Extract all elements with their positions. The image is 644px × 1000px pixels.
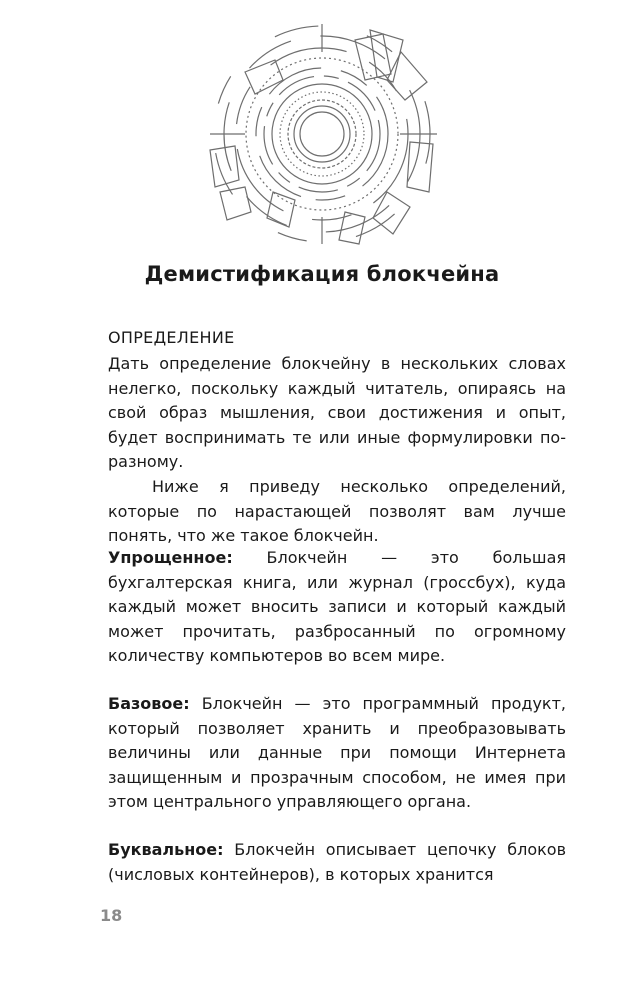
page-title: Демистификация блокчейна [144, 262, 500, 286]
intro-block [108, 352, 566, 549]
intro-paragraph: Дать определение блокчейну в нескольких словах нелегко, поскольку каждый читатель, опираясь на свой образ мышления, свои достижения и опыт, будет воспринимать те или иные формулировки по-разному. [108, 354, 566, 472]
intro-paragraph-2: Ниже я приведу несколько определений, которые по нарастающей позволят вам лучше понять, что же такое блокчейн. [108, 476, 566, 546]
definition-text: Блокчейн описывает цепочку блоков (числовых контейнеров), в которых хранится [108, 840, 566, 884]
definition-text: Блокчейн — это большая бухгалтерская книга, или журнал (гроссбух), куда каждый может вносить записи и который каждый может прочитать, разбросанный по огромному количеству компьютеров во всем мире. [108, 548, 566, 666]
definition-literal [108, 838, 566, 887]
definition-simplified [108, 546, 566, 669]
section-heading: ОПРЕДЕЛЕНИЕ [108, 328, 235, 347]
definition-text: Блокчейн — это программный продукт, который позволяет хранить и преобразовывать величины или данные при помощи Интернета защищенным и прозрачным способом, не имея при этом центрального управляющего органа. [108, 694, 566, 812]
definition-basic [108, 692, 566, 815]
definition-term: Буквальное: [108, 840, 224, 859]
definition-term: Упрощенное: [108, 548, 233, 567]
page-number: 18 [100, 906, 123, 925]
definition-term: Базовое: [108, 694, 190, 713]
circular-tech-ornament [205, 22, 440, 247]
